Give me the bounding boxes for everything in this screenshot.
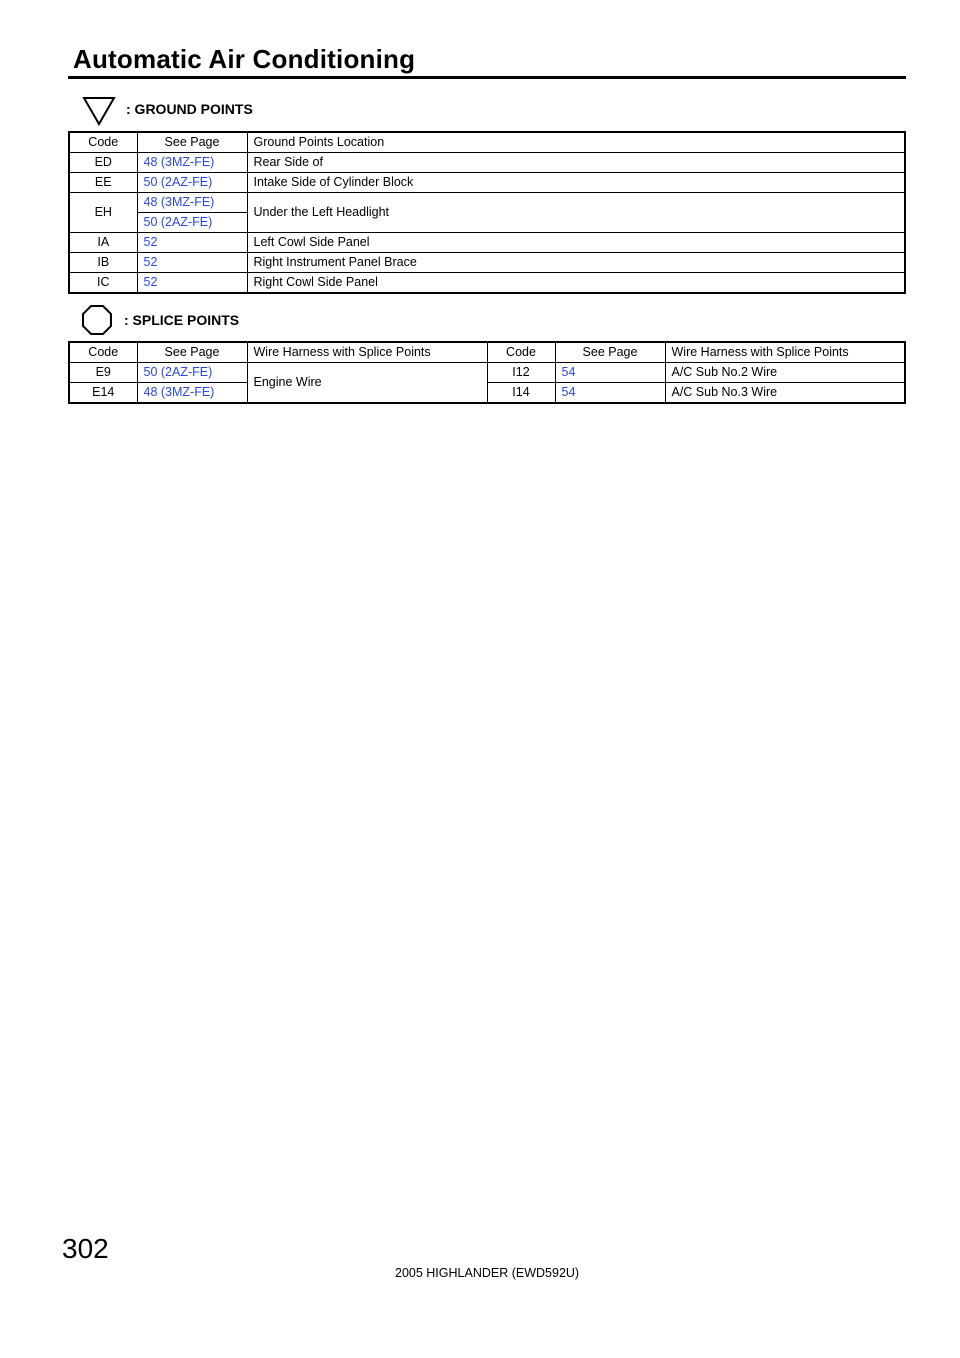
page-link[interactable]: 50 (2AZ-FE) (137, 173, 247, 193)
ground-location: Left Cowl Side Panel (247, 233, 905, 253)
splice-points-table (68, 341, 906, 404)
page-link[interactable]: 52 (137, 233, 247, 253)
page-title: Automatic Air Conditioning (73, 44, 416, 74)
splice-harness: A/C Sub No.3 Wire (665, 383, 905, 404)
splice-code: I14 (487, 383, 555, 404)
table-row (69, 383, 905, 404)
header-location: Ground Points Location (247, 132, 905, 153)
table-header-row (69, 342, 905, 363)
ground-points-table (68, 131, 906, 294)
table-row (69, 233, 905, 253)
header-see-page: See Page (137, 342, 247, 363)
page-number: 302 (62, 1233, 109, 1264)
splice-harness: Engine Wire (247, 363, 487, 404)
ground-code: IA (69, 233, 137, 253)
page-link[interactable]: 48 (3MZ-FE) (137, 383, 247, 404)
ground-location: Right Instrument Panel Brace (247, 253, 905, 273)
ground-location: Under the Left Headlight (247, 193, 905, 233)
header-code: Code (69, 132, 137, 153)
ground-code: EH (69, 193, 137, 233)
header-see-page: See Page (555, 342, 665, 363)
page-link[interactable]: 50 (2AZ-FE) (137, 213, 247, 233)
page-link[interactable]: 50 (2AZ-FE) (137, 363, 247, 383)
splice-code: E9 (69, 363, 137, 383)
page-link[interactable]: 52 (137, 253, 247, 273)
footer-text: 2005 HIGHLANDER (EWD592U) (395, 1266, 580, 1280)
title-divider (68, 76, 906, 79)
ground-points-heading (82, 92, 253, 126)
header-code: Code (69, 342, 137, 363)
page-link[interactable]: 48 (3MZ-FE) (137, 153, 247, 173)
inverted-triangle-icon (82, 92, 116, 126)
ground-code: IC (69, 273, 137, 294)
ground-location: Right Cowl Side Panel (247, 273, 905, 294)
header-harness: Wire Harness with Splice Points (247, 342, 487, 363)
splice-points-heading (80, 303, 239, 337)
table-row (69, 153, 905, 173)
header-see-page: See Page (137, 132, 247, 153)
table-header-row (69, 132, 905, 153)
ground-code: IB (69, 253, 137, 273)
octagon-icon (80, 303, 114, 337)
page-link[interactable]: 54 (555, 363, 665, 383)
ground-location: Intake Side of Cylinder Block (247, 173, 905, 193)
ground-points-label: : GROUND POINTS (126, 101, 253, 117)
page-link[interactable]: 48 (3MZ-FE) (137, 193, 247, 213)
page-link[interactable]: 52 (137, 273, 247, 294)
ground-location: Rear Side of (247, 153, 905, 173)
ground-code: EE (69, 173, 137, 193)
splice-points-label: : SPLICE POINTS (124, 312, 240, 328)
splice-code: E14 (69, 383, 137, 404)
splice-harness: A/C Sub No.2 Wire (665, 363, 905, 383)
table-row (69, 273, 905, 294)
splice-code: I12 (487, 363, 555, 383)
table-row (69, 193, 905, 213)
page-link[interactable]: 54 (555, 383, 665, 404)
header-harness: Wire Harness with Splice Points (665, 342, 905, 363)
table-row (69, 253, 905, 273)
table-row (69, 363, 905, 383)
table-row (69, 173, 905, 193)
header-code: Code (487, 342, 555, 363)
ground-code: ED (69, 153, 137, 173)
